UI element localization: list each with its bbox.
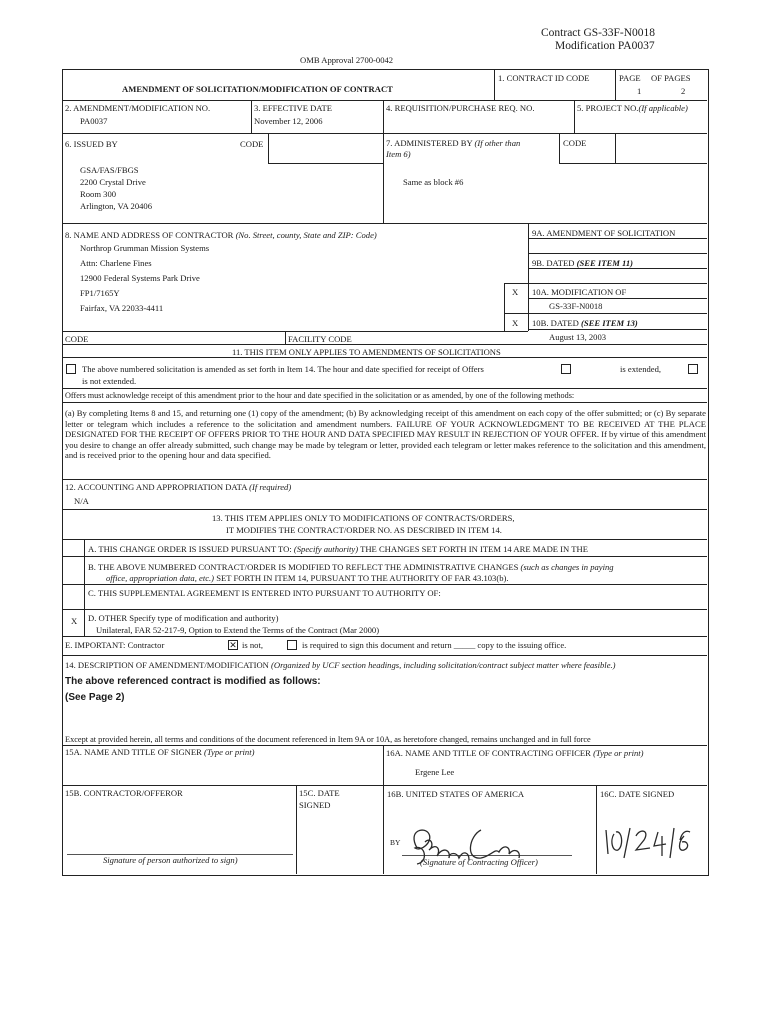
modification-number: Modification PA0037 [555,40,655,52]
effective-date-value: November 12, 2006 [254,116,323,126]
issued-by-line-3: Room 300 [80,189,117,199]
date-signed-handwritten [600,818,700,866]
facility-code-label: FACILITY CODE [288,334,352,344]
description-line-1: The above referenced contract is modified as follows: [65,676,321,687]
requisition-label: 4. REQUISITION/PURCHASE REQ. NO. [386,103,535,113]
accounting-value: N/A [74,496,89,506]
contractor-code-label: CODE [65,334,89,344]
dated-10b-value: August 13, 2003 [549,332,607,342]
item11-acknowledge: Offers must acknowledge receipt of this amendment prior to the hour and date specified in the solicitation or as amended, by one of the following methods: [65,391,575,400]
contractor-offeror-label: 15B. CONTRACTOR/OFFEROR [65,788,183,798]
administered-by-note: Item 6) [386,149,411,159]
issued-by-line-4: Arlington, VA 20406 [80,201,153,211]
item13-title-2: IT MODIFIES THE CONTRACT/ORDER NO. AS DESCRIBED IN ITEM 14. [226,525,502,535]
united-states-label: 16B. UNITED STATES OF AMERICA [387,789,525,799]
dated-9b-label: 9B. DATED (SEE ITEM 11) [532,258,634,268]
contract-number: Contract GS-33F-N0018 [541,27,656,39]
contractor-line-5: Fairfax, VA 22033-4411 [80,303,164,313]
contractor-line-4: FP1/7165Y [80,288,120,298]
issued-by-line-1: GSA/FAS/FBGS [80,165,139,175]
page-total: 2 [681,86,686,96]
is-required-checkbox[interactable] [287,640,297,650]
signer-name-label: 15A. NAME AND TITLE OF SIGNER (Type or print) [65,747,255,757]
contractor-line-1: Northrop Grumman Mission Systems [80,243,210,253]
item11-paragraph: (a) By completing Items 8 and 15, and returning one (1) copy of the amendment; (b) By acknowledging receipt of this amendment on each copy of the offer submitted; or (c) By separate letter or telegram which includes a reference to the solicitation and amendment numbers. FAILURE OF YOUR ACKNOWLEDGMENT TO BE RECEIVED AT THE PLACE DESIGNATED FOR THE RECEIPT OF OFFERS PRIOR TO THE HOUR AND DATA SPECIFIED MAY RESULT IN REJECTION OF YOUR OFFER. If by virtue of this amendment you desire to change an offer already submitted, such change may be made by telegram or letter, provided each telegram or letter makes reference to the solicitation and this amendment, and is received prior to the opening hour and data specified. [65,408,706,461]
administered-by-label: 7. ADMINISTERED BY (If other than [386,138,521,148]
officer-name-value: Ergene Lee [415,767,455,777]
modification-of-label: 10A. MODIFICATION OF [532,287,627,297]
contractor-line-2: Attn: Charlene Fines [80,258,152,268]
is-required-label: is required to sign this document and return _____ copy to the issuing office. [302,640,567,650]
item13-d-line-2: Unilateral, FAR 52-217-9, Option to Extend the Terms of the Contract (Mar 2000) [96,625,380,635]
form-title: AMENDMENT OF SOLICITATION/MODIFICATION OF CONTRACT [122,84,393,94]
issued-by-label: 6. ISSUED BY [65,139,118,149]
effective-date-label: 3. EFFECTIVE DATE [254,103,333,113]
item11-line-2: is not extended. [82,376,137,386]
amendment-no-label: 2. AMENDMENT/MODIFICATION NO. [65,103,211,113]
item13-d-x: X [71,616,78,626]
item13-b-line-2: office, appropriation data, etc.) SET FORTH IN ITEM 14, PURSUANT TO THE AUTHORITY OF FAR 43.103(b). [106,573,509,583]
is-not-extended-checkbox[interactable] [688,364,698,374]
issued-by-code-label: CODE [240,139,264,149]
item11-line-1: The above numbered solicitation is amended as set forth in Item 14. The hour and date specified for receipt of Offers [82,364,484,374]
description-line-2: (See Page 2) [65,692,125,703]
signature-by-label: BY [390,838,401,847]
modification-of-x: X [512,287,519,297]
issued-by-line-2: 2200 Crystal Drive [80,177,146,187]
item13-b-line-1: B. THE ABOVE NUMBERED CONTRACT/ORDER IS MODIFIED TO REFLECT THE ADMINISTRATIVE CHANGES (such as changes in paying [88,562,614,572]
of-pages-label: OF PAGES [651,73,691,83]
item13-c: C. THIS SUPPLEMENTAL AGREEMENT IS ENTERED INTO PURSUANT TO AUTHORITY OF: [88,588,441,598]
administered-by-code-label: CODE [563,138,587,148]
page-label: PAGE [619,73,641,83]
item13-d-line-1: D. OTHER Specify type of modification and authority) [88,613,279,623]
item11-title: 11. THIS ITEM ONLY APPLIES TO AMENDMENTS OF SOLICITATIONS [232,347,501,357]
date-signed-15c-label-2: SIGNED [299,800,331,810]
officer-name-label: 16A. NAME AND TITLE OF CONTRACTING OFFICER (Type or print) [386,748,644,758]
contractor-label: 8. NAME AND ADDRESS OF CONTRACTOR (No. Street, county, State and ZIP: Code) [65,230,377,240]
project-no-label: 5. PROJECT NO.(If applicable) [577,103,688,113]
officer-signature-caption: (Signature of Contracting Officer) [420,857,538,867]
item13-a: A. THIS CHANGE ORDER IS ISSUED PURSUANT TO: (Specify authority) THE CHANGES SET FORTH IN ITEM 14 ARE MADE IN THE [88,544,588,554]
date-signed-16c-label: 16C. DATE SIGNED [600,789,675,799]
dated-10b-label: 10B. DATED (SEE ITEM 13) [532,318,638,328]
description-footer: Except at provided herein, all terms and conditions of the document referenced in Item 9A or 10A, as heretofore changed, remains unchanged and in full force [65,735,591,744]
is-not-checkbox[interactable]: ✕ [229,640,237,650]
solicitation-amended-checkbox[interactable] [66,364,76,374]
officer-signature [395,818,545,868]
page-number: 1 [637,86,642,96]
modification-of-value: GS-33F-N0018 [549,301,603,311]
administered-by-value: Same as block #6 [403,177,464,187]
is-extended-label: is extended, [620,364,662,374]
is-not-label: is not, [242,640,264,650]
contractor-line-3: 12900 Federal Systems Park Drive [80,273,200,283]
omb-approval: OMB Approval 2700-0042 [300,55,394,65]
description-label: 14. DESCRIPTION OF AMENDMENT/MODIFICATION (Organized by UCF section headings, including solicitation/contract subject matter where feasible.) [65,660,616,670]
contract-id-label: 1. CONTRACT ID CODE [498,73,590,83]
important-label: E. IMPORTANT: Contractor [65,640,165,650]
date-signed-15c-label-1: 15C. DATE [299,788,340,798]
item13-title-1: 13. THIS ITEM APPLIES ONLY TO MODIFICATIONS OF CONTRACTS/ORDERS, [212,513,515,523]
amendment-solicitation-label: 9A. AMENDMENT OF SOLICITATION [532,228,676,238]
amendment-no-value: PA0037 [80,116,108,126]
accounting-label: 12. ACCOUNTING AND APPROPRIATION DATA (If required) [65,482,292,492]
contractor-signature-caption: Signature of person authorized to sign) [103,855,238,865]
is-extended-checkbox[interactable] [561,364,571,374]
dated-10b-x: X [512,318,519,328]
